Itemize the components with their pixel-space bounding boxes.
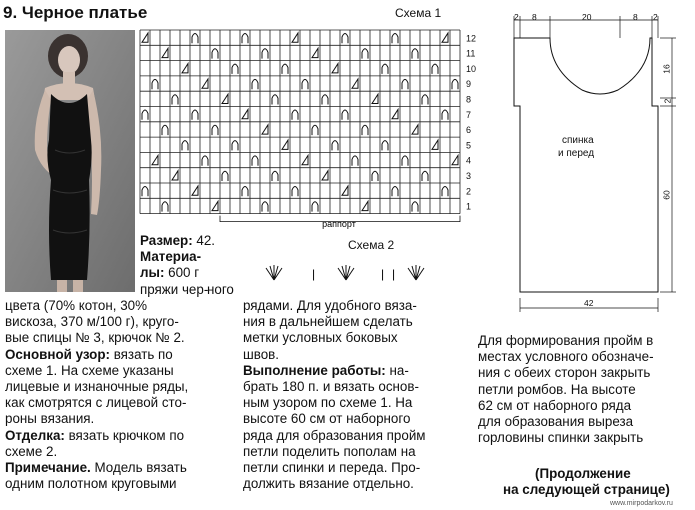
col3-line: для образования выреза [478,414,634,430]
stitch-symbol [192,110,198,120]
stitch-symbol [342,110,348,120]
stitch-symbol [442,110,448,120]
row-number: 7 [466,109,472,120]
continued-line-2: на следующей странице) [503,482,670,497]
stitch-symbol [142,187,148,197]
stitch-symbol [352,156,358,166]
stitch-symbol [172,171,178,180]
stitch-symbol [142,110,148,120]
col1b-line: роны вязания. [5,411,95,427]
stitch-symbol [342,34,348,44]
col1b-line: цвета (70% котон, 30% [5,298,147,313]
col2-line: ния в дальнейшем сделать [243,314,413,330]
col1b-line: Основной узор: вязать по [5,346,173,362]
line-yarn: пряжи чер- [140,281,209,297]
row-number: 10 [466,63,477,74]
stitch-symbol [362,49,368,59]
stitch-symbol [242,34,248,44]
text-col3 [478,333,654,446]
row-number: 11 [466,48,476,59]
stitch-symbol [282,140,288,149]
col1b-line: вискоза, 370 м/100 г), круго- [5,314,179,330]
stitch-symbol [252,156,258,166]
stitch-symbol [272,171,278,181]
stitch-symbol [262,125,268,134]
row-number: 12 [466,33,477,44]
col2-line: метки условных боковых [243,330,398,346]
stitch-symbol [412,202,418,212]
stitch-symbol [442,33,448,42]
stitch-symbol [302,79,308,89]
col1b-line: одним полотном круговыми [5,476,177,492]
col2-line: рядами. Для удобного вяза- [243,298,417,313]
stitch-symbol [332,141,338,151]
col1b-line: схеме 1. На схеме указаны [5,362,174,378]
stitch-symbol [272,95,278,105]
stitch-symbol [252,79,258,89]
row-number: 4 [466,155,472,166]
stitch-symbol [312,48,318,57]
row-number: 9 [466,79,472,90]
stitch-symbol [262,49,268,59]
dim-right-1: 16 [661,64,672,74]
stitch-symbol [282,64,288,74]
scheme1-chart [138,28,483,232]
s2-mark-3: | [392,267,396,281]
stitch-symbol [382,64,388,74]
s2-mark-2: | [381,267,385,281]
stitch-symbol [292,33,298,42]
stitch-symbol [312,202,318,212]
stitch-symbol [202,156,208,166]
stitch-symbol [182,64,188,73]
stitch-symbol [322,95,328,105]
line-materials: Материа- [140,249,202,265]
stitch-symbol [142,33,148,42]
dim-bottom: 42 [584,298,594,308]
stitch-symbol [242,187,248,197]
stitch-symbol [172,95,178,105]
stitch-symbol [162,48,168,57]
dim-top-3: 20 [582,12,592,22]
stitch-symbol [232,64,238,74]
col2-line: петли спинки и переда. Про- [243,460,421,476]
col1b-line: Примечание. Модель вязать [5,460,187,476]
stitch-symbol [292,110,298,120]
dress-photo [5,30,135,292]
stitch-symbol [292,187,298,197]
stitch-symbol [192,186,198,195]
stitch-symbol [192,34,198,44]
stitch-symbol [392,187,398,197]
stitch-symbol [302,155,308,164]
stitch-symbol [362,125,368,135]
dim-top-1: 2 [514,12,519,22]
text-col1b [5,298,188,492]
stitch-symbol [432,140,438,149]
s2-mark-1: | [312,267,316,281]
dim-top-5: 2 [653,12,658,22]
stitch-symbol [342,186,348,195]
col2-line: должить вязание отдельно. [243,476,414,492]
stitch-symbol [382,141,388,151]
col3-line: горловины спинки закрыть [478,430,644,446]
stitch-symbol [432,64,438,74]
line-col1a-4: ного [207,281,234,297]
stitch-symbol [372,171,378,181]
stitch-symbol [262,202,268,212]
col1b-line: вые спицы № 3, крючок № 2. [5,330,185,346]
col2-line: брать 180 п. и вязать основ- [243,379,419,395]
pattern-label-1: спинка [562,135,594,146]
stitch-symbol [392,110,398,119]
col2-line: петли поделить пополам на [243,443,416,459]
col3-line: местах условного обозначе- [478,349,654,365]
stitch-symbol [422,171,428,181]
stitch-symbol [402,79,408,89]
pattern-label-2: и перед [558,148,595,159]
line-size: Размер: 42. [140,233,216,248]
dim-top-2: 8 [532,12,537,22]
page-title: 9. Черное платье [3,3,148,22]
col2-line: ряда для образования пройм [243,427,426,443]
stitch-symbol [412,125,418,134]
stitch-symbol [312,125,318,135]
stitch-symbol [242,110,248,119]
dim-right-2: 2 [662,98,673,104]
stitch-symbol [452,79,458,89]
col3-line: петли ромбов. На высоте [478,381,636,397]
col2-line: ным узором по схеме 1. На [243,395,413,411]
stitch-symbol [402,156,408,166]
stitch-symbol [372,94,378,103]
stitch-symbol [162,125,168,135]
text-col1a [140,233,215,298]
stitch-symbol [222,171,228,181]
dim-right-3: 60 [661,190,672,200]
col2-line: Выполнение работы: на- [243,362,409,378]
stitch-symbol [182,141,188,151]
col2-line: швов. [243,346,279,362]
stitch-symbol [162,202,168,212]
stitch-symbol [232,141,238,151]
scheme1-title: Схема 1 [395,6,442,20]
col2-line: высоте 60 см от наборного [243,411,411,427]
stitch-symbol [442,187,448,197]
text-col2 [243,298,426,492]
row-number: 1 [466,201,472,212]
col3-line: ния с обеих сторон закрыть [478,365,651,381]
stitch-symbol [392,34,398,44]
col1b-line: лицевые и изнаночные ряды, [5,379,189,395]
stitch-symbol [212,201,218,210]
stitch-symbol [212,125,218,135]
stitch-symbol [362,201,368,210]
col1b-line: Отделка: вязать крючком по [5,427,185,443]
continued-line-1: (Продолжение [535,466,631,481]
row-number: 2 [466,186,472,197]
repeat-label: раппорт [322,219,356,229]
scheme2-title: Схема 2 [348,238,395,252]
row-number: 3 [466,171,472,181]
stitch-symbol [322,171,328,180]
stitch-symbol [202,79,208,88]
line-materials-2: лы: 600 г [140,265,200,281]
row-number: 8 [466,94,472,105]
stitch-symbol [332,64,338,73]
pattern-diagram [500,10,690,320]
stitch-symbol [422,95,428,105]
watermark: www.mirpodarkov.ru [610,500,673,507]
col1b-line: схеме 2. [5,443,58,459]
stitch-symbol [352,79,358,88]
col3-line: 62 см от наборного ряда [478,397,632,413]
stitch-symbol [152,79,158,89]
dim-top-4: 8 [633,12,638,22]
row-number: 6 [466,125,472,136]
stitch-symbol [152,155,158,164]
stitch-symbol [222,94,228,103]
stitch-symbol [412,49,418,59]
row-number: 5 [466,140,472,151]
scheme2-chart [262,258,432,286]
col3-line: Для формирования пройм в [478,333,654,348]
stitch-symbol [212,49,218,59]
stitch-symbol [452,155,458,164]
col1b-line: как смотрятся с лицевой сто- [5,395,187,411]
